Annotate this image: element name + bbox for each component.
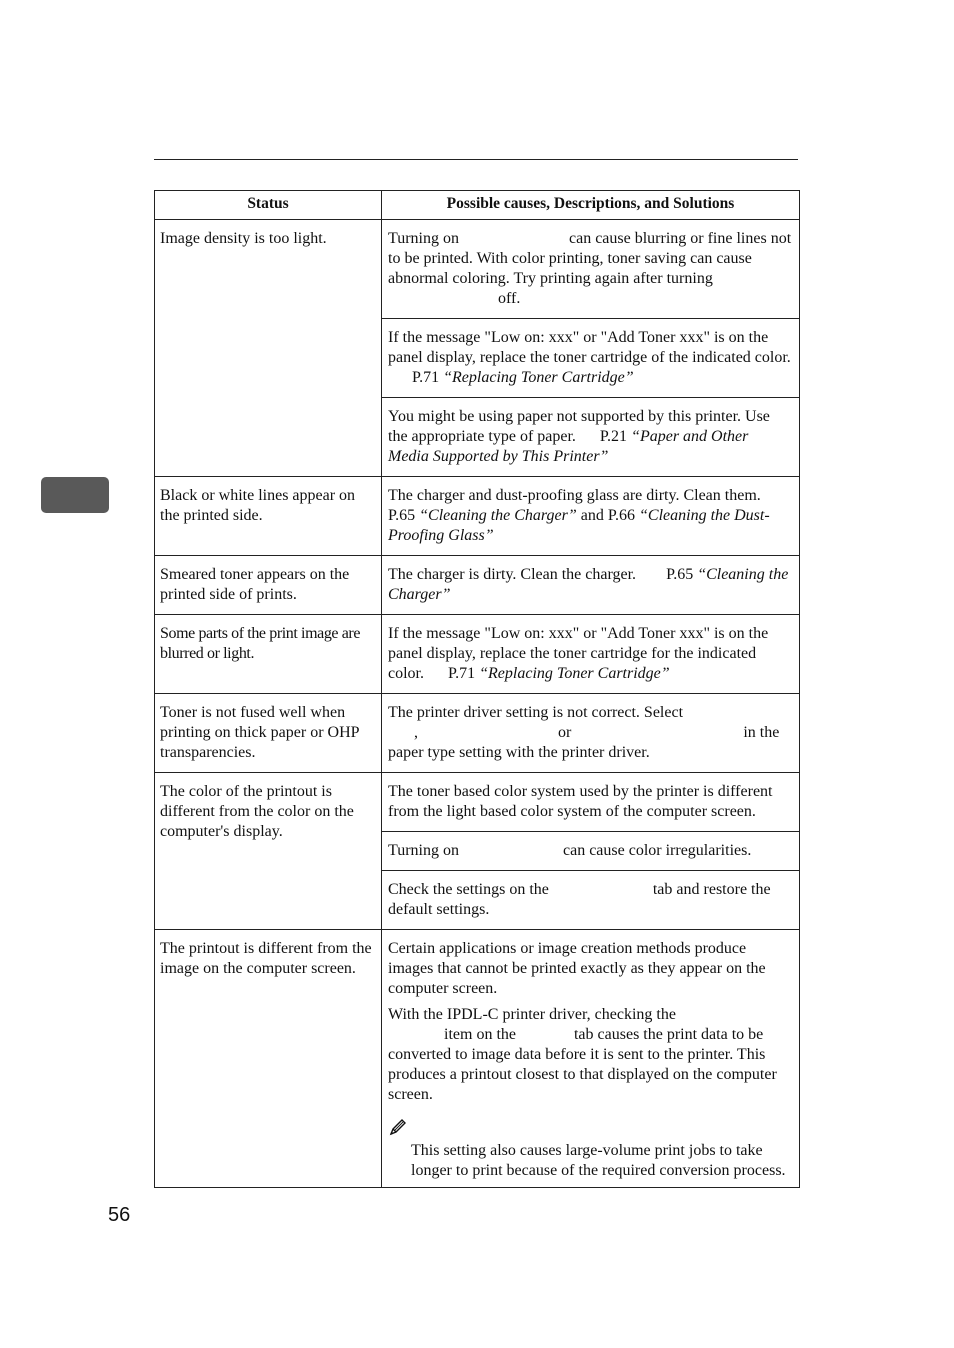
cause-cell (382, 615, 800, 694)
cause-cell (382, 220, 800, 319)
cause-text: Turning on (388, 230, 459, 247)
status-cell: Smeared toner appears on the printed side of prints. (155, 556, 382, 615)
cause-text: can cause blurring or fine lines not to be printed. With color printing, toner saving can cause abnormal coloring. Try printing again after turning (388, 230, 792, 287)
status-cell: The color of the printout is different from the color on the computer's display. (155, 773, 382, 930)
header-rule (154, 159, 798, 160)
table-header-row (155, 191, 800, 220)
cause-text: The charger and dust-proofing glass are dirty. Clean them. (388, 487, 761, 504)
cause-cell (382, 871, 800, 930)
page-reference[interactable]: P.21 (599, 428, 628, 445)
reference-title[interactable]: “Cleaning the Charger” (419, 507, 577, 524)
cause-text[interactable]: and P.66 (580, 507, 635, 524)
cause-text: With the IPDL-C printer driver, checking the (388, 1006, 676, 1023)
status-cell: Black or white lines appear on the printed side. (155, 477, 382, 556)
cause-text: off. (498, 290, 521, 307)
cause-text: , (414, 724, 418, 741)
note-text: This setting also causes large-volume print jobs to take longer to print because of the required conversion process. (411, 1142, 786, 1179)
cause-text: paper type setting with the printer driver. (388, 744, 650, 761)
cause-cell (382, 556, 800, 615)
cause-text: Turning on (388, 842, 459, 859)
cause-cell (382, 832, 800, 871)
reference-title[interactable]: “Paper and Other Media Supported by This Printer” (388, 428, 749, 465)
cause-paragraph: Certain applications or image creation methods produce images that cannot be printed exactly as they appear on the computer screen. (388, 940, 766, 997)
table-row (155, 930, 800, 1188)
page-reference[interactable]: P.71 (412, 369, 440, 386)
page-number: 56 (108, 1204, 131, 1226)
pencil-note-icon (388, 1117, 408, 1137)
cause-text: If the message "Low on: xxx" or "Add Toner xxx" is on the panel display, replace the toner cartridge for the indicated color. (388, 625, 769, 682)
table-row (155, 773, 800, 832)
table-row (155, 220, 800, 319)
cause-cell (382, 773, 800, 832)
cause-text: item on the (444, 1026, 516, 1043)
column-header-causes: Possible causes, Descriptions, and Solutions (382, 191, 800, 220)
status-cell: Toner is not fused well when printing on thick paper or OHP transparencies. (155, 694, 382, 773)
cause-cell (382, 319, 800, 398)
cause-cell (382, 398, 800, 477)
cause-text: The printer driver setting is not correct. Select (388, 704, 684, 721)
cause-paragraph (388, 1005, 793, 1105)
table-row (155, 477, 800, 556)
cause-cell (382, 694, 800, 773)
column-header-status: Status (155, 191, 382, 220)
status-cell: Some parts of the print image are blurred or light. (155, 615, 382, 694)
reference-title[interactable]: “Replacing Toner Cartridge” (479, 665, 670, 682)
status-cell: The printout is different from the image on the computer screen. (155, 930, 382, 1188)
troubleshooting-table (154, 190, 800, 1188)
page-reference[interactable]: P.65 (666, 566, 694, 583)
reference-title[interactable]: “Replacing Toner Cartridge” (443, 369, 634, 386)
cause-text: The toner based color system used by the printer is different from the light based color system of the computer screen. (388, 783, 773, 820)
page-reference[interactable]: P.65 (388, 507, 416, 524)
table-row (155, 694, 800, 773)
cause-cell (382, 477, 800, 556)
cause-text: in the (743, 724, 780, 741)
cause-text: tab causes the print data to be converted to image data before it is sent to the printer. This produces a printout closest to that displayed on the computer screen. (388, 1026, 777, 1103)
cause-text: tab and restore the default settings. (388, 881, 771, 918)
table-row (155, 615, 800, 694)
cause-text: Check the settings on the (388, 881, 549, 898)
chapter-tab (41, 477, 109, 513)
cause-text: The charger is dirty. Clean the charger. (388, 566, 637, 583)
cause-text: can cause color irregularities. (562, 842, 752, 859)
page-reference[interactable]: P.71 (448, 665, 476, 682)
cause-cell (382, 930, 800, 1188)
status-cell: Image density is too light. (155, 220, 382, 477)
table-row (155, 556, 800, 615)
cause-text: or (558, 724, 572, 741)
cause-text: If the message "Low on: xxx" or "Add Toner xxx" is on the panel display, replace the toner cartridge of the indicated color. (388, 329, 791, 366)
reference-title[interactable]: “Cleaning the Dust-Proofing Glass” (388, 507, 770, 544)
cause-text: You might be using paper not supported by this printer. Use the appropriate type of paper. (388, 408, 770, 445)
reference-title[interactable]: “Cleaning the Charger” (388, 566, 789, 603)
